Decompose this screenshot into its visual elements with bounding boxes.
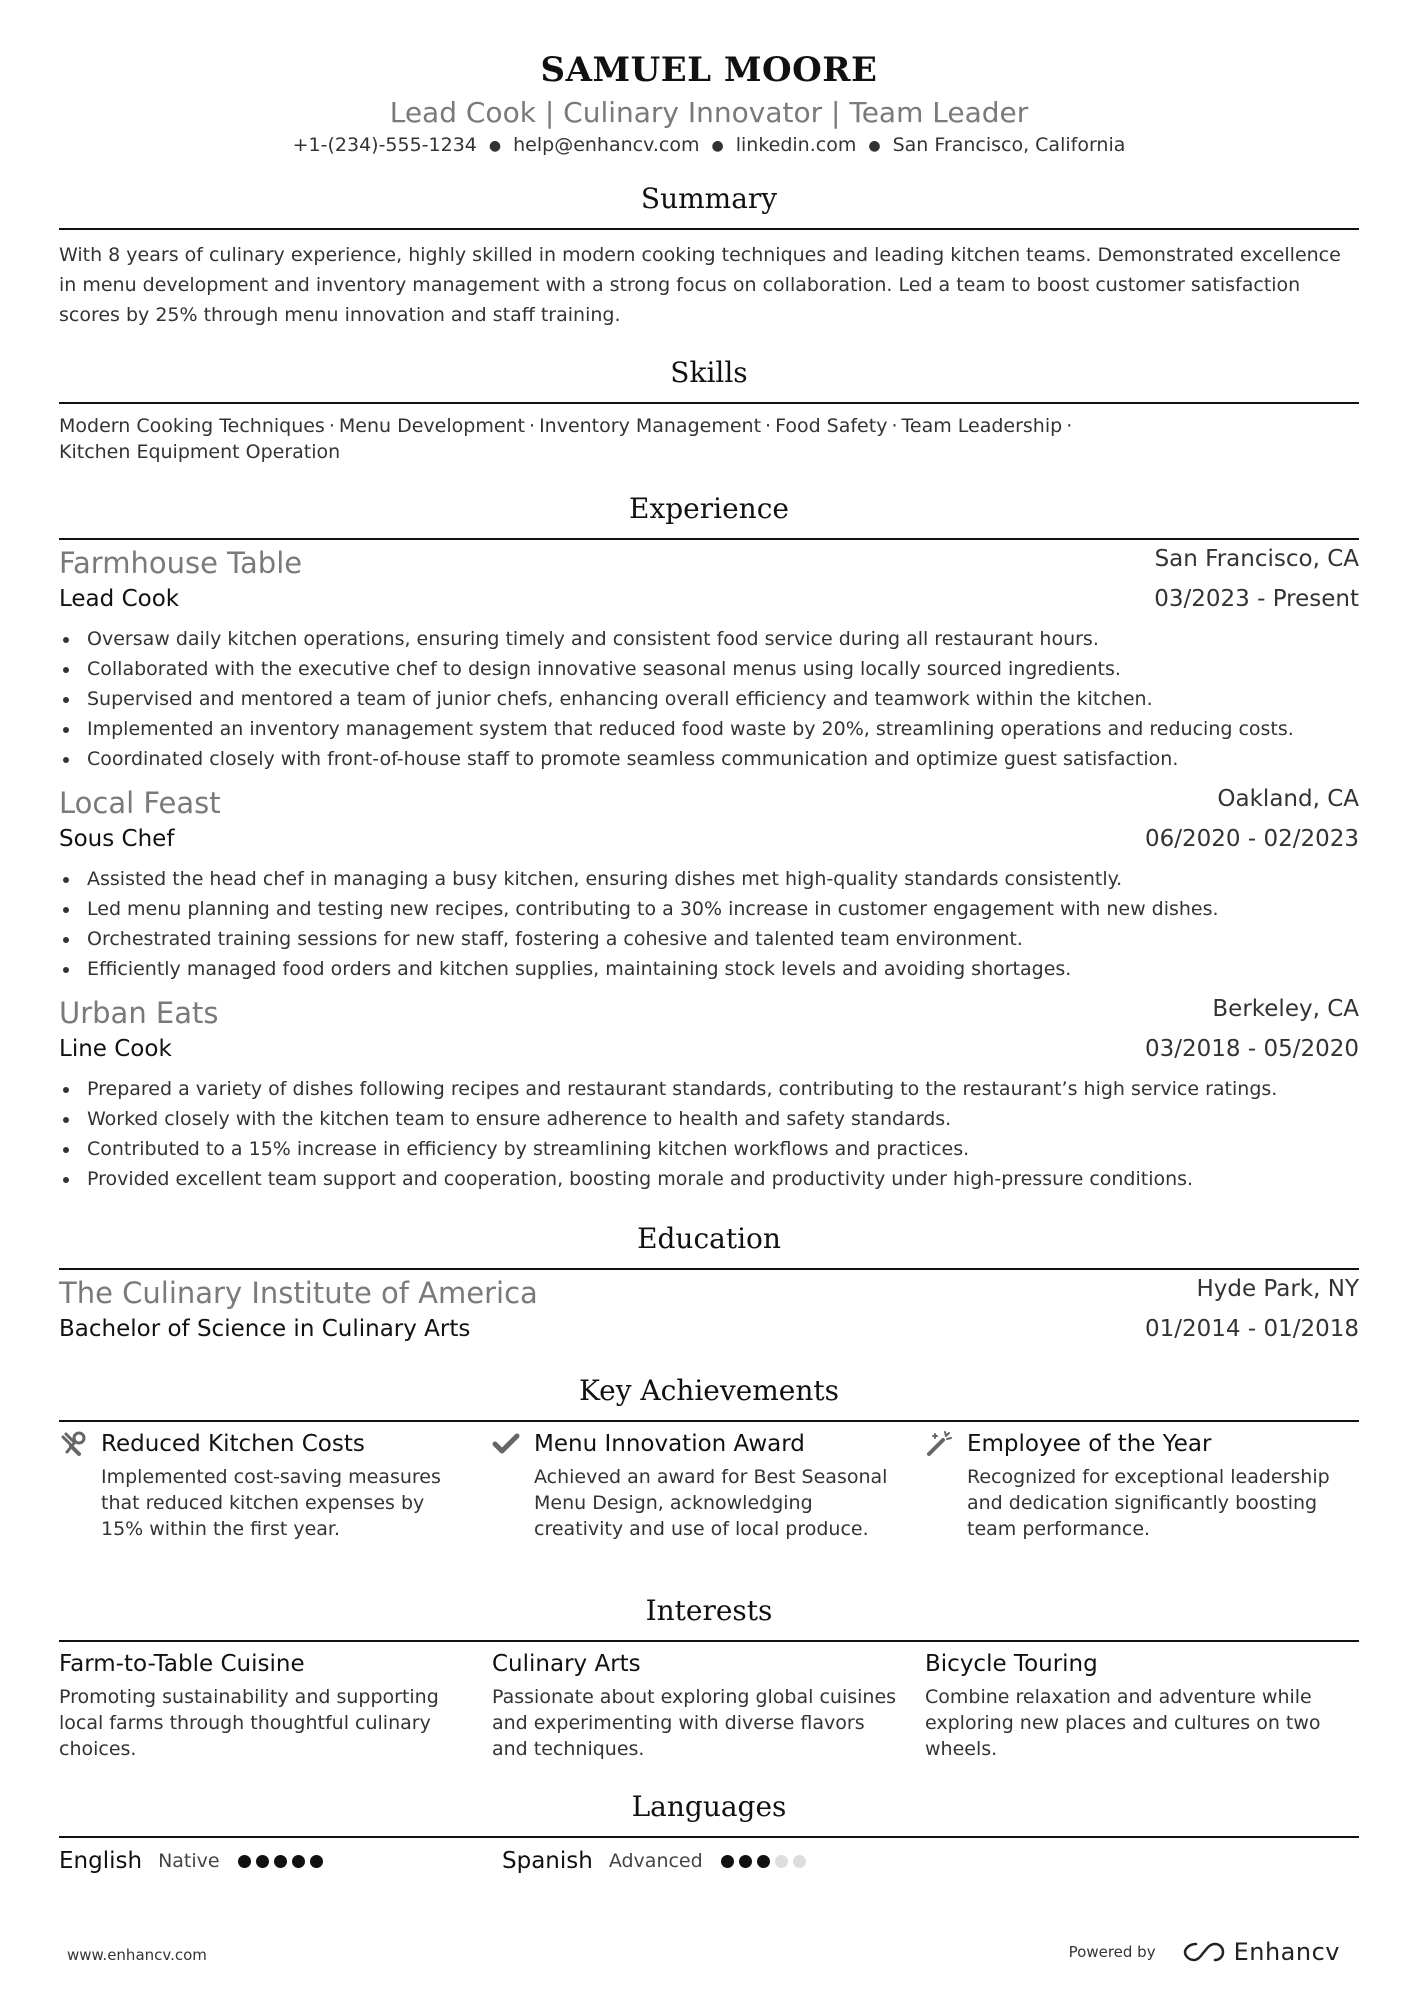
rating-dot-filled [292, 1855, 305, 1868]
interests-heading: Interests [645, 1594, 773, 1627]
achievement-item [59, 1428, 492, 1542]
bullet-item: Contributed to a 15% increase in efficiency by streamlining kitchen workflows and practices. [59, 1134, 1359, 1164]
achievement-item [492, 1428, 925, 1542]
job-entry [59, 996, 1359, 1194]
section-divider [59, 402, 1359, 404]
bullet-item: Orchestrated training sessions for new staff, fostering a cohesive and talented team environment. [59, 924, 1359, 954]
rating-dot-filled [310, 1855, 323, 1868]
rating-dot-empty [775, 1855, 788, 1868]
job-location: San Francisco, CA [1154, 546, 1359, 572]
language-name: Spanish [502, 1848, 593, 1874]
education-heading: Education [637, 1222, 781, 1255]
bullet-item: Oversaw daily kitchen operations, ensuring timely and consistent food service during all restaurant hours. [59, 624, 1359, 654]
rating-dot-filled [757, 1855, 770, 1868]
job-bullets [59, 864, 1359, 984]
achievements-heading: Key Achievements [578, 1374, 840, 1407]
rating-dot-empty [793, 1855, 806, 1868]
interest-title: Culinary Arts [492, 1651, 641, 1677]
candidate-title: Lead Cook | Culinary Innovator | Team Leader [389, 96, 1029, 129]
job-dates: 06/2020 - 02/2023 [1144, 826, 1359, 852]
enhancv-brand: Enhancv [1233, 1938, 1340, 1966]
achievement-title: Employee of the Year [967, 1431, 1212, 1457]
section-divider [59, 538, 1359, 540]
separator-dot: ● [488, 137, 502, 154]
skills-heading: Skills [670, 356, 748, 389]
linkedin[interactable]: linkedin.com [735, 134, 857, 156]
summary-heading: Summary [640, 182, 778, 215]
location: San Francisco, California [892, 134, 1126, 156]
interests-grid [59, 1648, 1359, 1762]
school-location: Hyde Park, NY [1196, 1276, 1359, 1302]
footer-branding [1069, 1938, 1340, 1966]
language-item [502, 1848, 945, 1874]
separator-dot: ● [711, 137, 724, 154]
interest-title: Bicycle Touring [925, 1651, 1098, 1677]
experience-heading: Experience [629, 492, 789, 525]
achievement-desc: Recognized for exceptional leadership and dedication significantly boosting team performance. [967, 1466, 1330, 1540]
job-bullets [59, 624, 1359, 774]
languages-heading: Languages [631, 1790, 787, 1823]
skill-item: Menu Development [338, 415, 526, 437]
bullet-item: Coordinated closely with front-of-house staff to promote seamless communication and optimize guest satisfaction. [59, 744, 1359, 774]
job-bullets [59, 1074, 1359, 1194]
bullet-item: Efficiently managed food orders and kitchen supplies, maintaining stock levels and avoiding shortages. [59, 954, 1359, 984]
phone[interactable]: +1-(234)-555-1234 [292, 134, 477, 156]
separator-dot: ● [868, 137, 881, 154]
achievements-grid [59, 1428, 1359, 1542]
summary-text: With 8 years of culinary experience, highly skilled in modern cooking techniques and leading kitchen teams. Demonstrated excellence in menu development and inventory management with a strong focus on collaboration. Led a team to boost customer satisfaction scores by 25% through menu innovation and staff training. [59, 244, 1341, 326]
achievement-desc: Implemented cost-saving measures that reduced kitchen expenses by 15% within the first year. [101, 1466, 441, 1540]
skill-item: Kitchen Equipment Operation [59, 441, 341, 463]
rating-dot-filled [238, 1855, 251, 1868]
achievement-title: Menu Innovation Award [534, 1431, 805, 1457]
section-divider [59, 1268, 1359, 1270]
company-name: Urban Eats [59, 996, 219, 1030]
education-entry [59, 1276, 1359, 1354]
interest-desc: Passionate about exploring global cuisines and experimenting with diverse flavors and techniques. [492, 1686, 897, 1760]
job-role: Sous Chef [59, 826, 175, 852]
language-item [59, 1848, 502, 1874]
interest-item [492, 1648, 925, 1762]
job-dates: 03/2023 - Present [1154, 586, 1359, 612]
bullet-item: Implemented an inventory management system that reduced food waste by 20%, streamlining operations and reducing costs. [59, 714, 1359, 744]
achievement-desc: Achieved an award for Best Seasonal Menu Design, acknowledging creativity and use of local produce. [534, 1466, 888, 1540]
skill-item: Team Leadership [901, 415, 1063, 437]
bullet-item: Supervised and mentored a team of junior chefs, enhancing overall efficiency and teamwork within the kitchen. [59, 684, 1359, 714]
interest-desc: Combine relaxation and adventure while exploring new places and cultures on two wheels. [925, 1686, 1321, 1760]
contact-line [59, 134, 1359, 156]
bullet-item: Assisted the head chef in managing a busy kitchen, ensuring dishes met high-quality standards consistently. [59, 864, 1359, 894]
job-role: Lead Cook [59, 586, 180, 612]
email[interactable]: help@enhancv.com [513, 134, 700, 156]
bullet-item: Prepared a variety of dishes following recipes and restaurant standards, contributing to the restaurant’s high service ratings. [59, 1074, 1359, 1104]
section-divider [59, 1420, 1359, 1422]
skills-list: Modern Cooking Techniques · Menu Development · Inventory Management · Food Safety · Team Leadership · Kitchen Equipment Operation [59, 415, 1073, 463]
section-divider [59, 228, 1359, 230]
skill-item: Inventory Management [539, 415, 762, 437]
bullet-item: Provided excellent team support and cooperation, boosting morale and productivity under high-pressure conditions. [59, 1164, 1359, 1194]
section-divider [59, 1836, 1359, 1838]
language-name: English [59, 1848, 143, 1874]
interest-item [925, 1648, 1358, 1762]
interest-item [59, 1648, 492, 1762]
rating-dot-filled [739, 1855, 752, 1868]
degree: Bachelor of Science in Culinary Arts [59, 1316, 471, 1342]
footer-website[interactable]: www.enhancv.com [67, 1946, 207, 1964]
powered-by-label: Powered by [1068, 1943, 1156, 1961]
interest-desc: Promoting sustainability and supporting local farms through thoughtful culinary choices. [59, 1686, 439, 1760]
job-role: Line Cook [59, 1036, 172, 1062]
achievement-title: Reduced Kitchen Costs [101, 1431, 365, 1457]
job-location: Oakland, CA [1217, 786, 1359, 812]
check-icon [492, 1430, 520, 1458]
language-rating [721, 1855, 806, 1868]
job-location: Berkeley, CA [1212, 996, 1359, 1022]
rating-dot-filled [274, 1855, 287, 1868]
job-dates: 03/2018 - 05/2020 [1144, 1036, 1359, 1062]
candidate-name: SAMUEL MOORE [540, 50, 878, 90]
interest-title: Farm-to-Table Cuisine [59, 1651, 305, 1677]
job-entry [59, 546, 1359, 774]
languages-list [59, 1848, 1359, 1874]
language-level: Native [158, 1850, 220, 1872]
enhancv-logo-icon [1182, 1940, 1226, 1964]
section-divider [59, 1640, 1359, 1642]
rating-dot-filled [721, 1855, 734, 1868]
bullet-item: Worked closely with the kitchen team to ensure adherence to health and safety standards. [59, 1104, 1359, 1134]
job-entry [59, 786, 1359, 984]
rating-dot-filled [256, 1855, 269, 1868]
tools-icon [59, 1430, 87, 1458]
bullet-item: Collaborated with the executive chef to design innovative seasonal menus using locally sourced ingredients. [59, 654, 1359, 684]
skill-item: Food Safety [775, 415, 888, 437]
magic-wand-icon [925, 1430, 953, 1458]
language-rating [238, 1855, 323, 1868]
company-name: Farmhouse Table [59, 546, 303, 580]
language-level: Advanced [608, 1850, 703, 1872]
education-dates: 01/2014 - 01/2018 [1144, 1316, 1359, 1342]
company-name: Local Feast [59, 786, 221, 820]
bullet-item: Led menu planning and testing new recipes, contributing to a 30% increase in customer engagement with new dishes. [59, 894, 1359, 924]
achievement-item [925, 1428, 1358, 1542]
skill-item: Modern Cooking Techniques [59, 415, 325, 437]
school-name: The Culinary Institute of America [59, 1276, 538, 1310]
